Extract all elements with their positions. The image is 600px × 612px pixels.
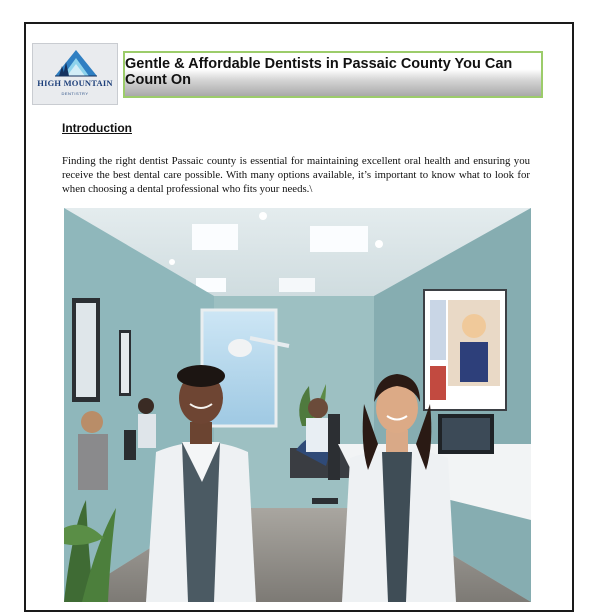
mountain-logo-icon bbox=[33, 44, 119, 106]
logo-subname: DENTISTRY bbox=[61, 91, 89, 96]
clinic-photo-illustration bbox=[64, 208, 531, 602]
page-title: Gentle & Affordable Dentists in Passaic County You Can Count On bbox=[125, 55, 513, 88]
section-heading: Introduction bbox=[62, 121, 132, 135]
clinic-photo bbox=[64, 208, 531, 602]
logo bbox=[32, 43, 118, 105]
intro-paragraph: Finding the right dentist Passaic county is essential for maintaining excellent oral health and ensuring you receive the best dental care possible. With many options available, it’s important to know what to look for when choosing a dental professional who fits your needs.\ bbox=[62, 155, 530, 195]
logo-name: HIGH MOUNTAIN bbox=[37, 78, 113, 88]
title-banner bbox=[123, 51, 543, 98]
